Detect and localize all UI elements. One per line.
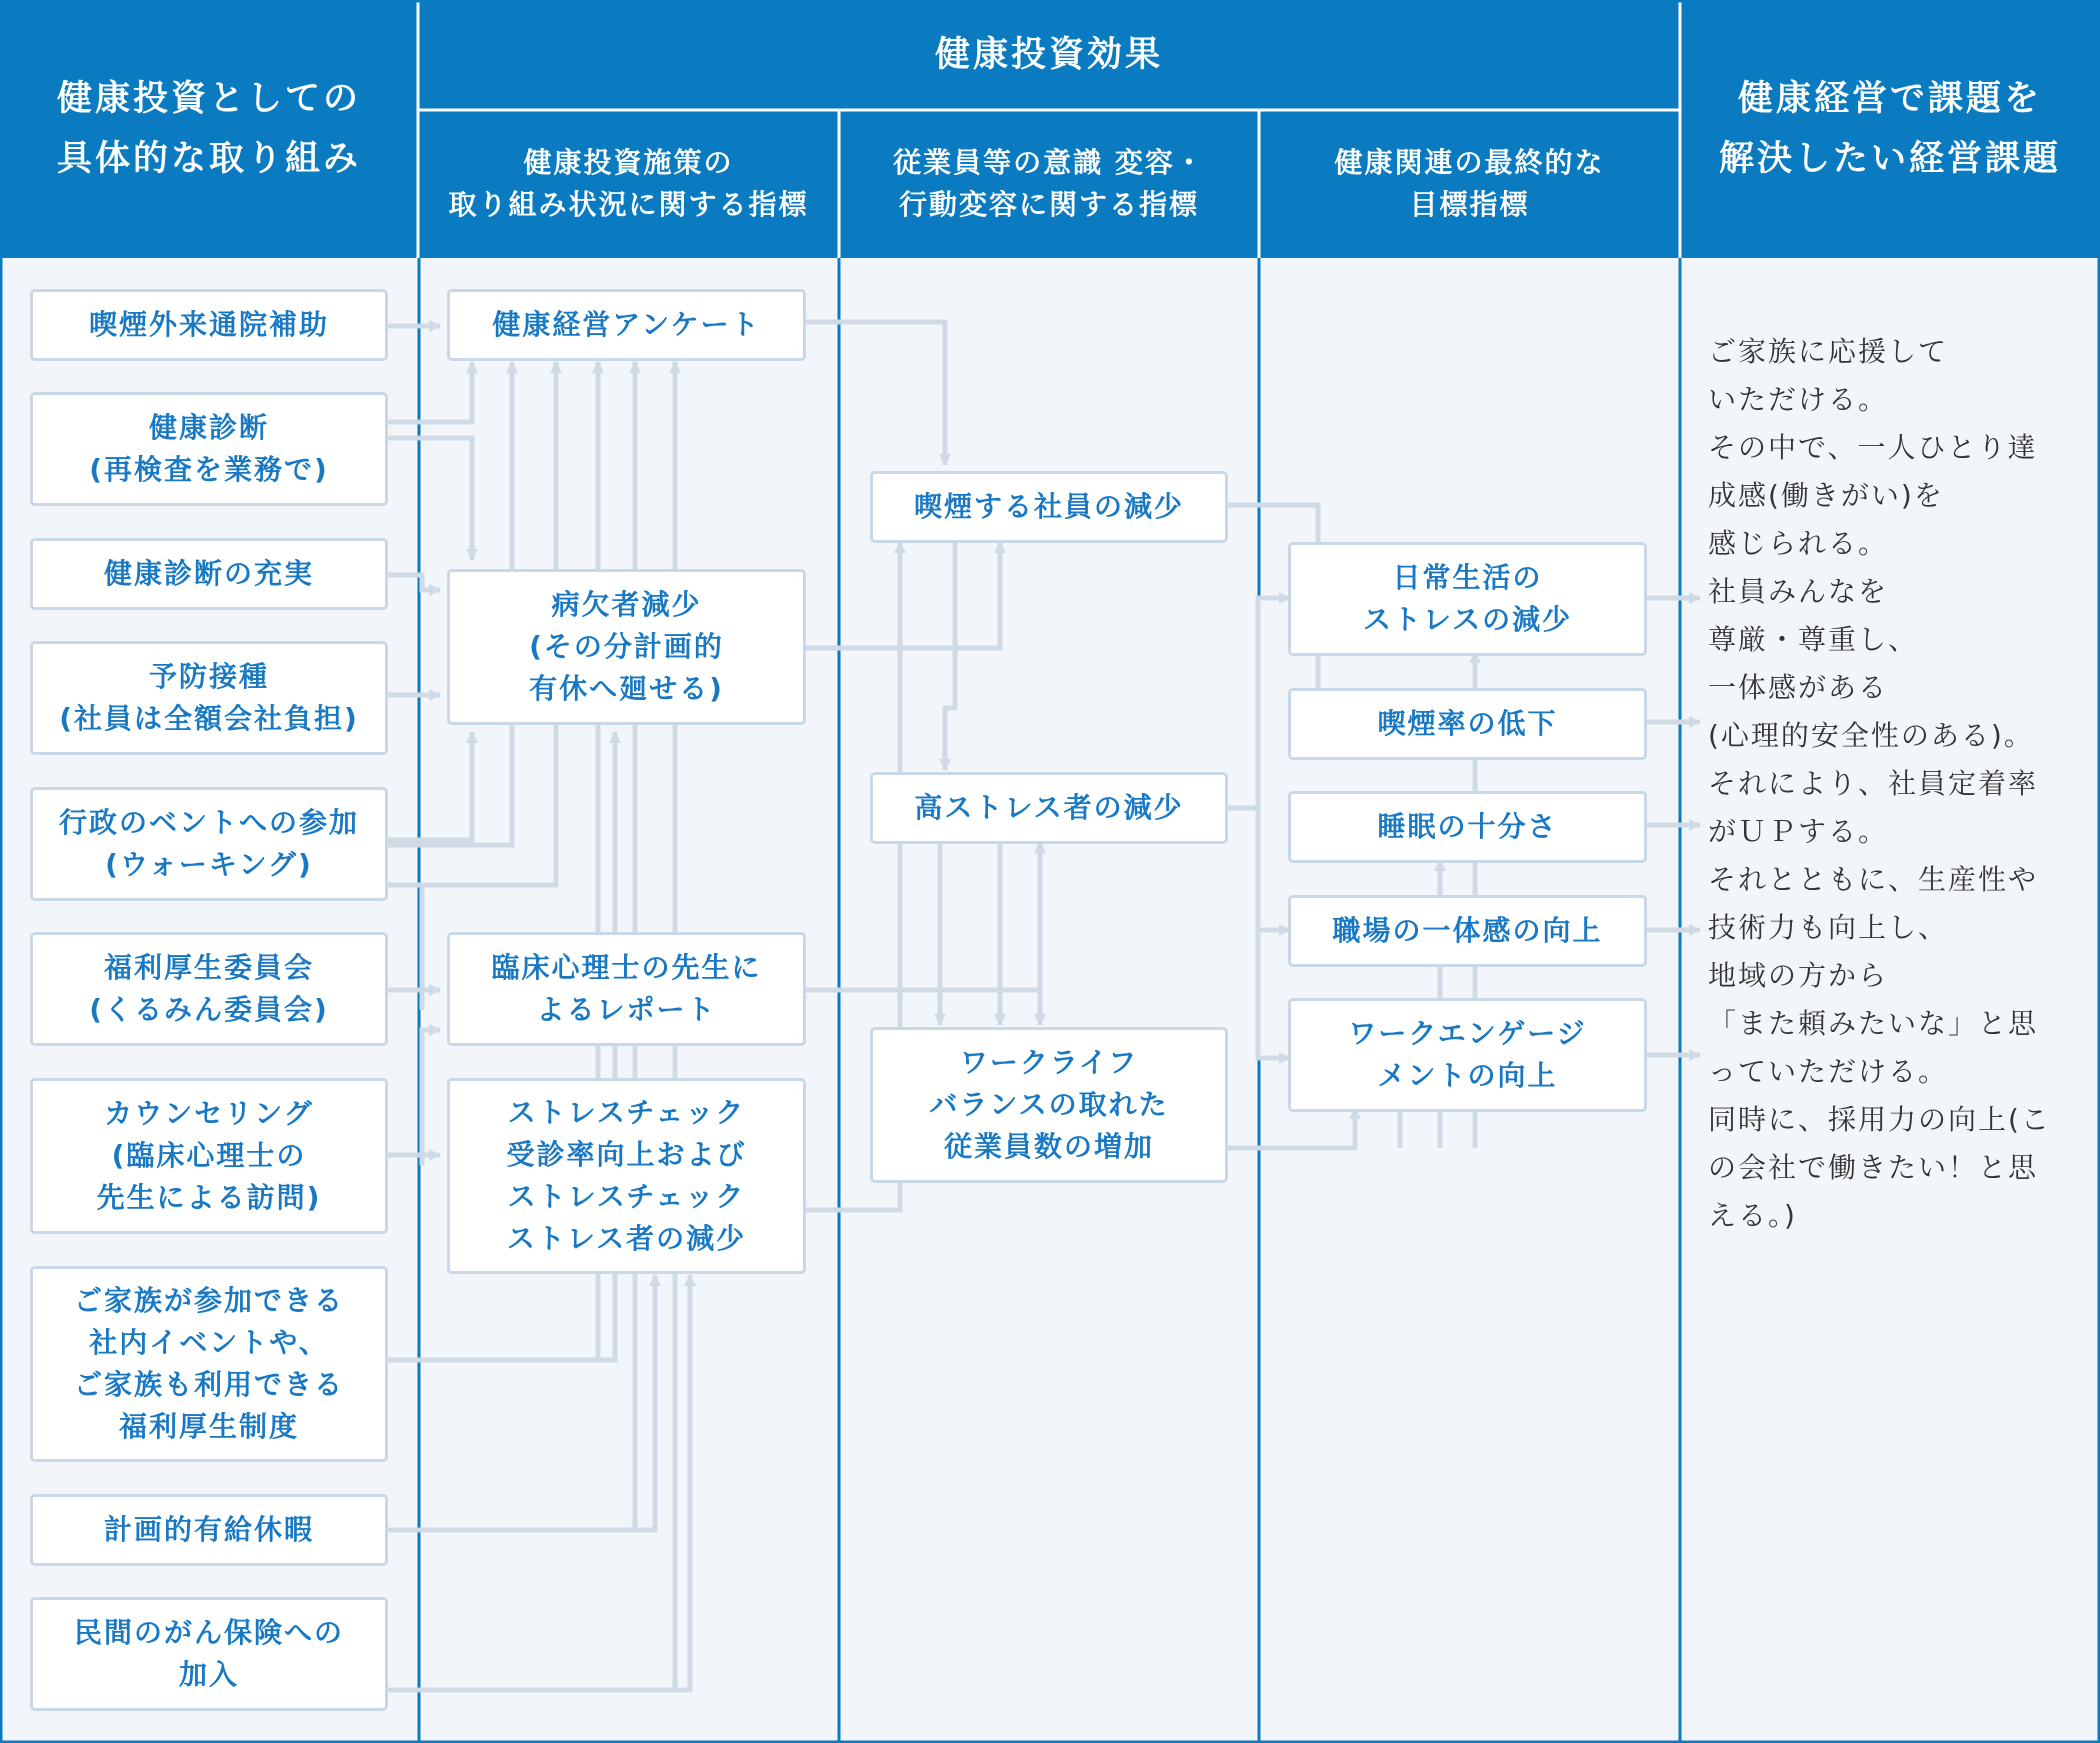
initiative-box: 健康診断の充実 xyxy=(30,538,388,610)
initiative-box: 計画的有給休暇 xyxy=(30,1494,388,1566)
issue-line: 同時に、採用力の向上(こ xyxy=(1708,1103,2051,1136)
issue-line: 感じられる。 xyxy=(1708,527,1889,560)
initiative-box: ご家族が参加できる 社内イベントや、 ご家族も利用できる 福利厚生制度 xyxy=(30,1266,388,1462)
header-awareness-indicators: 従業員等の意識 変容・ 行動変容に関する指標 xyxy=(893,146,1205,221)
awareness-indicator-box: 高ストレス者の減少 xyxy=(870,772,1228,844)
issue-line: 「また頼みたいな」と思 xyxy=(1708,1007,2039,1040)
issue-line: の会社で働きたい！と思 xyxy=(1708,1151,2039,1184)
initiative-box: 喫煙外来通院補助 xyxy=(30,289,388,361)
final-indicator-box: 喫煙率の低下 xyxy=(1288,688,1647,760)
issue-line: 社員みんなを xyxy=(1708,575,1889,608)
issue-line: がＵＰする。 xyxy=(1708,815,1889,848)
issue-line: (心理的安全性のある)。 xyxy=(1708,719,2034,752)
management-issues-text xyxy=(1708,328,2068,1240)
issue-line: っていただける。 xyxy=(1708,1055,1949,1088)
header-effects: 健康投資効果 xyxy=(934,35,1163,75)
issue-line: 尊厳・尊重し、 xyxy=(1708,623,1919,656)
final-indicator-box: 職場の一体感の向上 xyxy=(1288,895,1647,967)
final-indicator-box: 睡眠の十分さ xyxy=(1288,791,1647,863)
issue-line: える。) xyxy=(1708,1199,1797,1232)
issue-line: 一体感がある xyxy=(1708,671,1889,704)
issue-line: ご家族に応援して xyxy=(1708,335,1949,368)
issue-line: いただける。 xyxy=(1708,383,1889,416)
policy-indicator-box: 臨床心理士の先生に よるレポート xyxy=(447,932,806,1046)
header-management-issues: 健康経営で課題を 解決したい経営課題 xyxy=(1718,79,2061,179)
header-policy-indicators: 健康投資施策の 取り組み状況に関する指標 xyxy=(448,146,809,221)
initiative-box: 行政のベントへの参加 (ウォーキング) xyxy=(30,787,388,901)
header-initiatives: 健康投資としての 具体的な取り組み xyxy=(56,79,361,179)
initiative-box: カウンセリング (臨床心理士の 先生による訪問) xyxy=(30,1078,388,1234)
awareness-indicator-box: ワークライフ バランスの取れた 従業員数の増加 xyxy=(870,1027,1228,1183)
issue-line: それにより、社員定着率 xyxy=(1708,767,2039,800)
issue-line: 技術力も向上し、 xyxy=(1708,911,1949,944)
awareness-indicator-box: 喫煙する社員の減少 xyxy=(870,471,1228,543)
initiative-box: 民間のがん保険への 加入 xyxy=(30,1597,388,1711)
initiative-box: 予防接種 (社員は全額会社負担) xyxy=(30,641,388,755)
policy-indicator-box: 病欠者減少 (その分計画的 有休へ廻せる) xyxy=(447,569,806,725)
header-final-indicators: 健康関連の最終的な 目標指標 xyxy=(1334,146,1605,221)
initiative-box: 健康診断 (再検査を業務で) xyxy=(30,392,388,506)
initiative-box: 福利厚生委員会 (くるみん委員会) xyxy=(30,932,388,1046)
policy-indicator-box: ストレスチェック 受診率向上および ストレスチェック ストレス者の減少 xyxy=(447,1078,806,1274)
policy-indicator-box: 健康経営アンケート xyxy=(447,289,806,361)
issue-line: それとともに、生産性や xyxy=(1708,863,2039,896)
final-indicator-box: 日常生活の ストレスの減少 xyxy=(1288,542,1647,656)
issue-line: 地域の方から xyxy=(1708,959,1889,992)
issue-line: その中で、一人ひとり達 xyxy=(1708,431,2038,464)
issue-line: 成感(働きがい)を xyxy=(1708,479,1944,512)
final-indicator-box: ワークエンゲージ メントの向上 xyxy=(1288,998,1647,1112)
